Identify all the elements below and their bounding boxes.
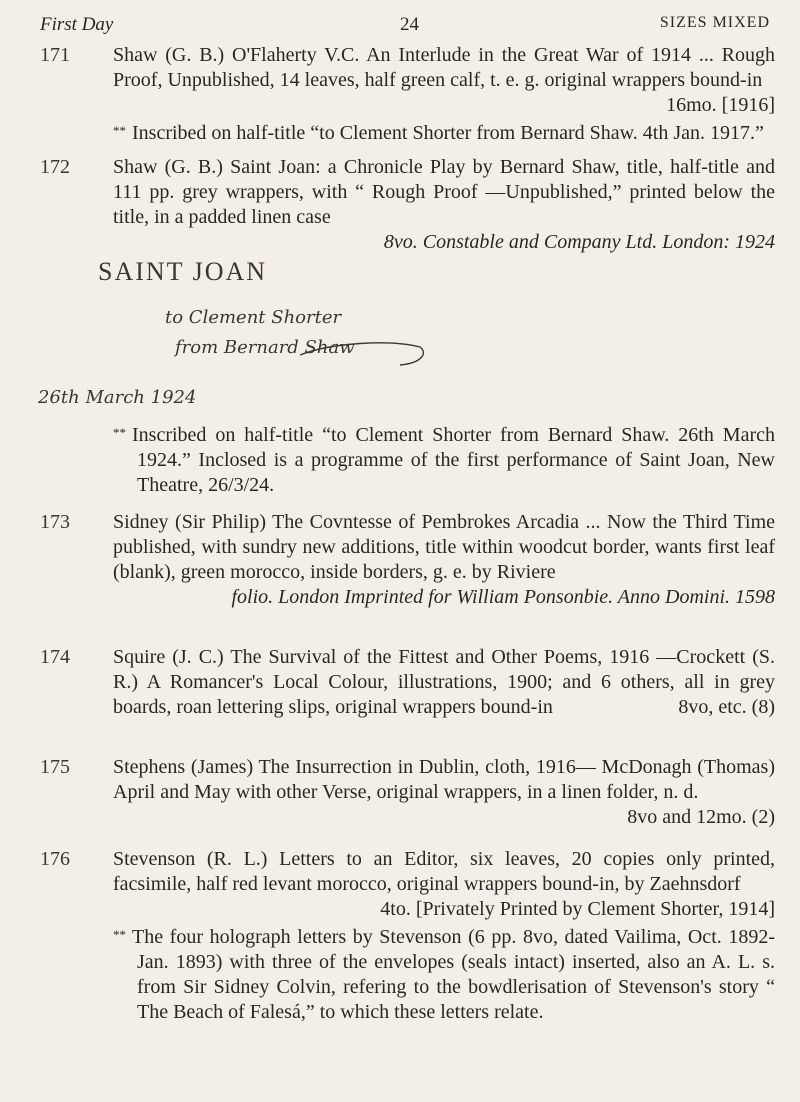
- lot-note: ** Inscribed on half-title “to Clement Shorter from Bernard Shaw. 4th Jan. 1917.”: [113, 122, 764, 144]
- lot-entry: [40, 847, 775, 1025]
- lot-note: ** Inscribed on half-title “to Clement Shorter from Bernard Shaw. 26th March 1924.” Inclosed is a programme of the first performance of Saint Joan, New Theatre, 26/3/24.: [113, 424, 775, 496]
- lot-number: 175: [40, 756, 70, 778]
- lot-format: folio. London Imprinted for William Ponsonbie. Anno Domini. 1598: [231, 586, 775, 608]
- lot-number: 176: [40, 848, 70, 870]
- note-stars: **: [113, 123, 126, 138]
- lot-description: Sidney (Sir Philip) The Covntesse of Pembrokes Arcadia ... Now the Third Time published, with sundry new additions, title within woodcut border, wants first leaf (blank), green morocco, inside borders, g. e. by Riviere: [113, 511, 775, 583]
- saint-joan-facsimile-title: SAINT JOAN: [98, 257, 268, 286]
- lot-format: 8vo. Constable and Company Ltd. London: 1924: [383, 231, 775, 253]
- lot-number: 174: [40, 646, 70, 668]
- lot-number: 172: [40, 156, 70, 178]
- lot-number: 173: [40, 511, 70, 533]
- note-stars: **: [113, 927, 126, 942]
- header-section: SIZES MIXED: [659, 14, 770, 31]
- lot-format: 8vo and 12mo. (2): [627, 806, 775, 828]
- inscription-line-2: from Bernard Shaw: [175, 337, 355, 358]
- lot-format: 4to. [Privately Printed by Clement Shorter, 1914]: [380, 898, 775, 920]
- lot-entry: [40, 43, 775, 146]
- lot-entry: [40, 755, 775, 830]
- page-header: [40, 14, 770, 38]
- lot-number: 171: [40, 44, 70, 66]
- lot-description: Shaw (G. B.) Saint Joan: a Chronicle Play by Bernard Shaw, title, half-title and 111 pp. grey wrappers, with “ Rough Proof —Unpublished,” printed below the title, in a padded linen case: [113, 156, 775, 228]
- lot-note: ** The four holograph letters by Stevenson (6 pp. 8vo, dated Vailima, Oct. 1892-Jan. 1893) with three of the envelopes (seals intact) inserted, also an A. L. s. from Sir Sidney Colvin, refering to the bowdlerisation of Stevenson's story “ The Beach of Falesá,” to which these letters relate.: [113, 926, 775, 1023]
- handwritten-inscription: [30, 285, 430, 415]
- lot-description: Stevenson (R. L.) Letters to an Editor, six leaves, 20 copies only printed, facsimile, half red levant morocco, original wrappers bound-in, by Zaehnsdorf: [113, 848, 775, 895]
- inscription-line-3: 26th March 1924: [38, 387, 197, 408]
- lot-description: Stephens (James) The Insurrection in Dublin, cloth, 1916— McDonagh (Thomas) April and May with other Verse, original wrappers, in a linen folder, n. d. 8vo and 12mo. (2): [113, 756, 775, 828]
- page-number: 24: [400, 14, 419, 35]
- note-stars: **: [113, 425, 126, 440]
- lot-description: Shaw (G. B.) O'Flaherty V.C. An Interlude in the Great War of 1914 ... Rough Proof, Unpublished, 14 leaves, half green calf, t. e. g. original wrappers bound-in 16mo. [1916]: [113, 44, 775, 116]
- lot-note-block: [40, 420, 775, 498]
- header-day: First Day: [40, 14, 114, 35]
- lot-format: 16mo. [1916]: [666, 94, 775, 116]
- lot-entry: [40, 155, 775, 255]
- lot-entry: [40, 510, 775, 610]
- lot-format: 8vo, etc. (8): [678, 696, 775, 718]
- lot-description: Squire (J. C.) The Survival of the Fittest and Other Poems, 1916 —Crockett (S. R.) A Romancer's Local Colour, illustrations, 1900; and 6 others, all in grey boards, roan lettering slips, original wrappers bound-in 8vo, etc. (8): [113, 646, 775, 718]
- lot-entry: [40, 645, 775, 720]
- inscription-line-1: to Clement Shorter: [165, 307, 342, 328]
